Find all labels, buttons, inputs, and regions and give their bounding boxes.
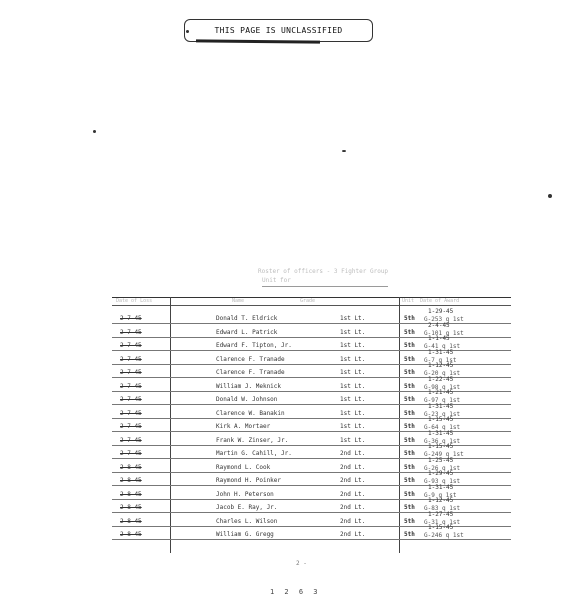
row-date: 2-7-45 <box>120 382 142 390</box>
table-row <box>112 321 511 338</box>
row-date: 2-7-45 <box>120 409 142 417</box>
header-award: Date of Award <box>420 298 460 304</box>
page-number: 1 2 6 3 <box>270 588 321 596</box>
row-grade: 2nd Lt. <box>340 504 366 511</box>
title-underline <box>262 286 388 287</box>
row-grade: 1st Lt. <box>340 396 366 403</box>
row-name: Clarence F. Tranade <box>216 355 285 363</box>
row-award-order: G-7 q 1st <box>424 356 457 364</box>
row-date: 2-8-45 <box>120 504 142 511</box>
row-award-date: 1-15-45 <box>428 443 454 450</box>
row-award-order: G-36 q 1st <box>424 437 461 445</box>
row-unit: 5th <box>404 342 415 349</box>
row-grade: 2nd Lt. <box>340 477 366 484</box>
row-unit: 5th <box>404 409 415 417</box>
row-date: 2-8-45 <box>120 463 142 471</box>
table-title-line1: Roster of officers - 3 Fighter Group <box>258 268 389 275</box>
row-grade: 1st Lt. <box>340 409 366 417</box>
footer-mark: 2 - <box>296 560 307 567</box>
row-divider <box>112 539 511 540</box>
row-grade: 1st Lt. <box>340 315 366 322</box>
row-name: Martin G. Cahill, Jr. <box>216 450 292 457</box>
row-unit: 5th <box>404 436 415 444</box>
scan-speck <box>342 150 346 152</box>
row-name: Clarence F. Tranade <box>216 369 285 376</box>
row-grade: 2nd Lt. <box>340 490 366 498</box>
row-award-order: G-83 q 1st <box>424 505 461 512</box>
row-date: 2-8-45 <box>120 531 142 538</box>
row-award-date: 1-31-45 <box>428 429 454 437</box>
row-award-order: G-101 q 1st <box>424 329 464 337</box>
row-grade: 2nd Lt. <box>340 463 366 471</box>
row-grade: 1st Lt. <box>340 423 366 430</box>
row-award-date: 1-22-45 <box>428 375 454 383</box>
row-unit: 5th <box>404 463 415 471</box>
row-award-order: G-246 q 1st <box>424 532 464 539</box>
row-unit: 5th <box>404 490 415 498</box>
row-date: 2-7-45 <box>120 423 142 430</box>
row-award-date: 1-21-45 <box>428 389 454 396</box>
row-unit: 5th <box>404 517 415 525</box>
row-award-date: 1-12-45 <box>428 497 454 504</box>
row-grade: 2nd Lt. <box>340 531 366 538</box>
row-name: Donald T. Eldrick <box>216 315 278 322</box>
row-grade: 1st Lt. <box>340 355 366 363</box>
row-name: John H. Peterson <box>216 490 274 498</box>
row-date: 2-7-45 <box>120 450 142 457</box>
table-title-line2: Unit for <box>262 277 291 284</box>
row-unit: 5th <box>404 504 415 511</box>
row-award-order: G-9 q 1st <box>424 491 457 499</box>
header-unit: Unit <box>402 298 415 304</box>
row-date: 2-7-45 <box>120 396 142 403</box>
row-grade: 2nd Lt. <box>340 517 366 525</box>
row-name: William G. Gregg <box>216 531 274 538</box>
banner-underline <box>196 39 320 43</box>
row-award-date: 1-25-45 <box>428 456 454 464</box>
table-row <box>112 308 511 324</box>
row-grade: 1st Lt. <box>340 369 366 376</box>
row-award-date: 1-31-45 <box>428 483 454 491</box>
row-unit: 5th <box>404 369 415 376</box>
table-row <box>112 524 511 540</box>
row-award-order: G-41 q 1st <box>424 343 461 350</box>
row-award-date: 1-15-45 <box>428 416 454 423</box>
row-date: 2-8-45 <box>120 477 142 484</box>
row-award-order: G-249 q 1st <box>424 451 464 458</box>
row-unit: 5th <box>404 355 415 363</box>
row-unit: 5th <box>404 450 415 457</box>
row-grade: 1st Lt. <box>340 436 366 444</box>
row-award-date: 1-15-45 <box>428 524 454 531</box>
row-name: Edward L. Patrick <box>216 328 278 336</box>
row-award-order: G-26 q 1st <box>424 464 461 472</box>
row-award-date: 1-29-45 <box>428 470 454 477</box>
classification-text: THIS PAGE IS UNCLASSIFIED <box>214 26 343 35</box>
row-award-date: 1-29-45 <box>428 308 454 315</box>
row-award-order: G-23 q 1st <box>424 410 461 418</box>
row-unit: 5th <box>404 396 415 403</box>
scan-speck <box>548 194 552 198</box>
row-name: Kirk A. Mortaer <box>216 423 271 430</box>
row-grade: 1st Lt. <box>340 382 366 390</box>
row-unit: 5th <box>404 423 415 430</box>
row-award-date: 1-27-45 <box>428 510 454 518</box>
row-date: 2-7-45 <box>120 355 142 363</box>
row-date: 2-7-45 <box>120 436 142 444</box>
row-unit: 5th <box>404 315 415 322</box>
row-award-date: 1-12-45 <box>428 362 454 369</box>
row-date: 2-8-45 <box>120 490 142 498</box>
row-award-date: 1-1-45 <box>428 335 450 342</box>
row-date: 2-7-45 <box>120 342 142 349</box>
row-unit: 5th <box>404 382 415 390</box>
row-name: Edward F. Tipton, Jr. <box>216 342 292 349</box>
row-award-order: G-93 q 1st <box>424 478 461 485</box>
row-unit: 5th <box>404 328 415 336</box>
row-date: 2-7-45 <box>120 369 142 376</box>
row-award-order: G-98 q 1st <box>424 383 461 391</box>
row-award-date: 2-4-45 <box>428 321 450 329</box>
header-separator <box>112 305 511 306</box>
row-award-order: G-20 q 1st <box>424 370 461 377</box>
row-name: Raymond H. Poinker <box>216 477 282 484</box>
row-name: Charles L. Wilson <box>216 517 278 525</box>
row-unit: 5th <box>404 477 415 484</box>
row-grade: 2nd Lt. <box>340 450 366 457</box>
row-name: William J. Meknick <box>216 382 282 390</box>
row-award-order: G-64 q 1st <box>424 424 461 431</box>
scan-speck <box>93 130 96 133</box>
row-award-order: G-253 q 1st <box>424 316 464 323</box>
row-name: Frank W. Zinser, Jr. <box>216 436 289 444</box>
row-date: 2-7-45 <box>120 315 142 322</box>
row-grade: 1st Lt. <box>340 328 366 336</box>
row-unit: 5th <box>404 531 415 538</box>
row-name: Clarence W. Banakin <box>216 409 285 417</box>
scan-speck <box>186 30 189 33</box>
row-name: Jacob E. Ray, Jr. <box>216 504 278 511</box>
row-award-order: G-31 q 1st <box>424 518 461 526</box>
header-grade: Grade <box>300 298 316 304</box>
row-award-order: G-97 q 1st <box>424 397 461 404</box>
row-award-date: 1-31-45 <box>428 348 454 356</box>
row-grade: 1st Lt. <box>340 342 366 349</box>
row-date: 2-7-45 <box>120 328 142 336</box>
row-date: 2-8-45 <box>120 517 142 525</box>
row-name: Raymond L. Cook <box>216 463 271 471</box>
row-name: Donald W. Johnson <box>216 396 278 403</box>
header-name: Name <box>232 298 245 304</box>
header-date: Date of Loss <box>116 298 153 304</box>
row-award-date: 1-31-45 <box>428 402 454 410</box>
